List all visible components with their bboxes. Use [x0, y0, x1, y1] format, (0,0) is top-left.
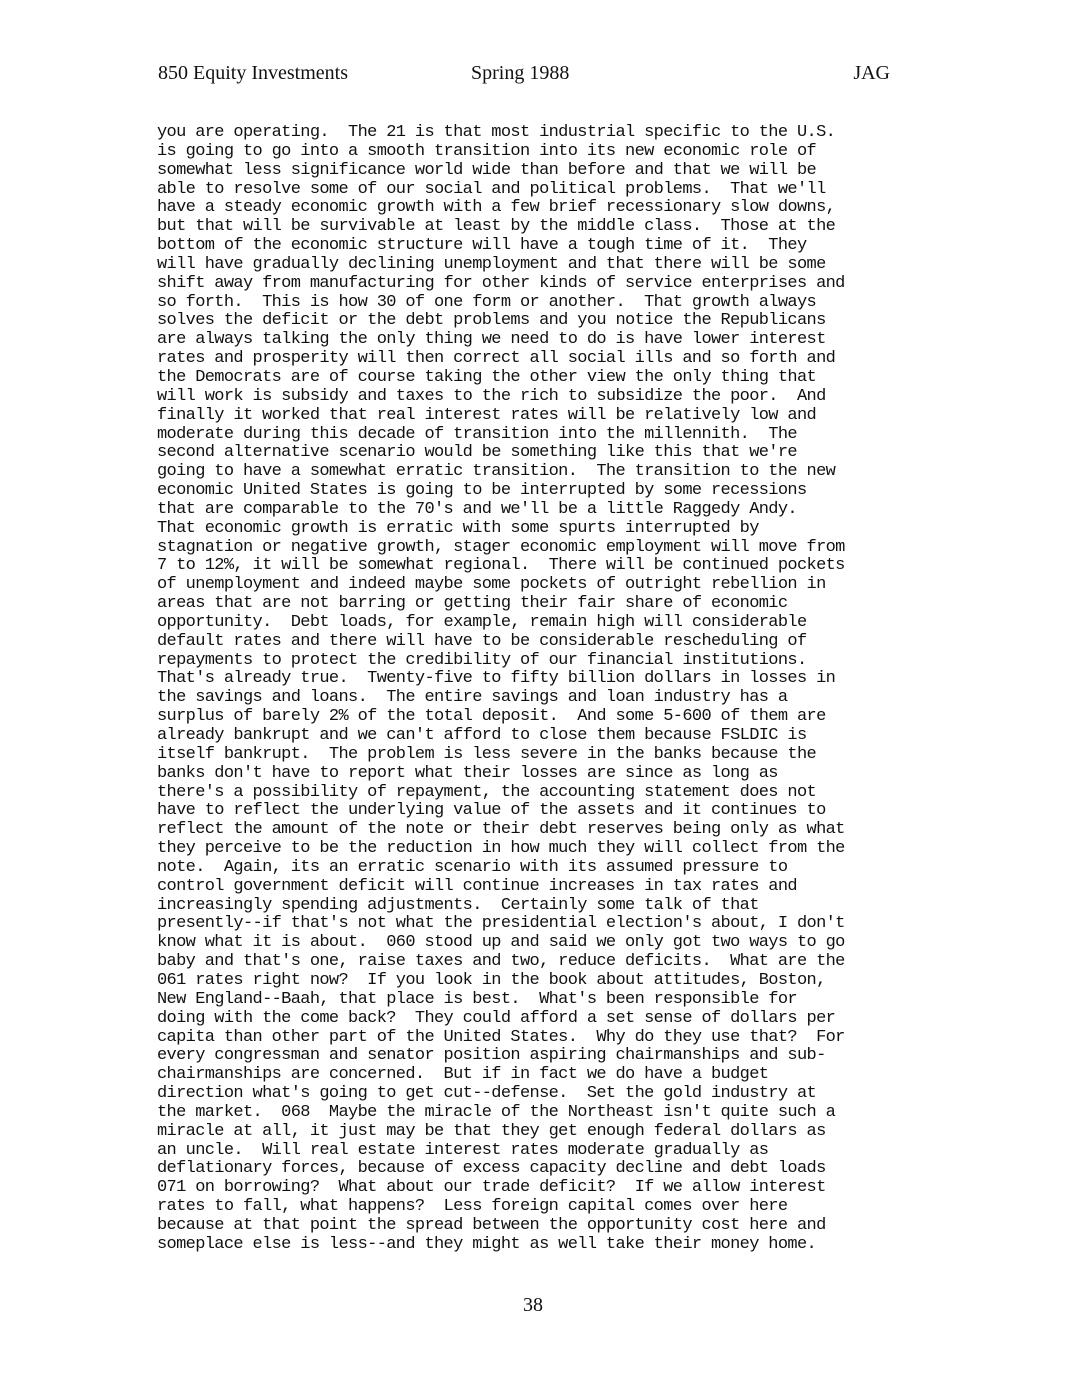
- text-line: shift away from manufacturing for other kinds of service enterprises and: [157, 273, 845, 293]
- text-line: solves the deficit or the debt problems and you notice the Republicans: [157, 311, 826, 331]
- text-line: presently--if that's not what the presidential election's about, I don't: [157, 914, 845, 934]
- author-initials: JAG: [853, 62, 890, 84]
- text-line: areas that are not barring or getting their fair share of economic: [157, 594, 788, 614]
- term-label: Spring 1988: [471, 62, 570, 84]
- text-line: will work is subsidy and taxes to the rich to subsidize the poor. And: [157, 386, 826, 406]
- text-line: capita than other part of the United States. Why do they use that? For: [157, 1027, 845, 1047]
- text-line: stagnation or negative growth, stager economic employment will move from: [157, 537, 845, 557]
- text-line: able to resolve some of our social and political problems. That we'll: [157, 179, 826, 199]
- text-line: already bankrupt and we can't afford to close them because FSLDIC is: [157, 726, 807, 745]
- text-line: going to have a somewhat erratic transition. The transition to the new: [157, 462, 836, 482]
- text-line: moderate during this decade of transition into the millennith. The: [157, 424, 797, 444]
- text-line: note. Again, its an erratic scenario with its assumed pressure to: [157, 857, 788, 877]
- text-line: bottom of the economic structure will have a tough time of it. They: [157, 236, 807, 256]
- text-line: are always talking the only thing we need to do is have lower interest: [157, 330, 826, 350]
- text-line: the savings and loans. The entire savings and loan industry has a: [157, 688, 788, 708]
- text-line: doing with the come back? They could afford a set sense of dollars per: [157, 1008, 836, 1028]
- text-line: will have gradually declining unemployment and that there will be some: [157, 254, 826, 274]
- text-line: finally it worked that real interest rates will be relatively low and: [157, 405, 817, 425]
- transcript-body: [157, 124, 917, 1255]
- text-line: you are operating. The 21 is that most industrial specific to the U.S.: [157, 123, 836, 142]
- text-line: rates to fall, what happens? Less foreign capital comes over here: [157, 1197, 788, 1217]
- text-line: miracle at all, it just may be that they get enough federal dollars as: [157, 1121, 826, 1141]
- text-line: every congressman and senator position aspiring chairmanships and sub-: [157, 1046, 826, 1066]
- text-line: so forth. This is how 30 of one form or another. That growth always: [157, 292, 817, 312]
- text-line: but that will be survivable at least by the middle class. Those at the: [157, 217, 836, 237]
- text-line: they perceive to be the reduction in how much they will collect from the: [157, 839, 845, 859]
- text-line: know what it is about. 060 stood up and said we only got two ways to go: [157, 933, 845, 953]
- text-line: have a steady economic growth with a few brief recessionary slow downs,: [157, 198, 836, 218]
- text-line: deflationary forces, because of excess capacity decline and debt loads: [157, 1159, 826, 1179]
- text-line: have to reflect the underlying value of the assets and it continues to: [157, 801, 826, 821]
- text-line: itself bankrupt. The problem is less severe in the banks because the: [157, 744, 817, 764]
- text-line: the Democrats are of course taking the other view the only thing that: [157, 367, 817, 387]
- text-line: 071 on borrowing? What about our trade deficit? If we allow interest: [157, 1178, 826, 1198]
- text-line: default rates and there will have to be considerable rescheduling of: [157, 631, 807, 651]
- text-line: That economic growth is erratic with some spurts interrupted by: [157, 518, 759, 538]
- text-line: control government deficit will continue increases in tax rates and: [157, 876, 797, 896]
- text-line: is going to go into a smooth transition into its new economic role of: [157, 141, 817, 161]
- text-line: somewhat less significance world wide than before and that we will be: [157, 160, 817, 180]
- text-line: banks don't have to report what their losses are since as long as: [157, 763, 778, 783]
- text-line: increasingly spending adjustments. Certainly some talk of that: [157, 895, 759, 915]
- page-number: 38: [523, 1294, 543, 1316]
- text-line: second alternative scenario would be something like this that we're: [157, 443, 797, 463]
- text-line: opportunity. Debt loads, for example, remain high will considerable: [157, 612, 807, 632]
- text-line: there's a possibility of repayment, the accounting statement does not: [157, 782, 817, 802]
- text-line: 7 to 12%, it will be somewhat regional. There will be continued pockets: [157, 556, 845, 576]
- text-line: repayments to protect the credibility of our financial institutions.: [157, 650, 807, 670]
- text-line: someplace else is less--and they might as well take their money home.: [157, 1234, 817, 1254]
- text-line: That's already true. Twenty-five to fifty billion dollars in losses in: [157, 669, 836, 689]
- text-line: baby and that's one, raise taxes and two, reduce deficits. What are the: [157, 952, 845, 972]
- text-line: the market. 068 Maybe the miracle of the Northeast isn't quite such a: [157, 1102, 836, 1122]
- page-header: [158, 62, 890, 90]
- text-line: surplus of barely 2% of the total deposit. And some 5-600 of them are: [157, 707, 826, 727]
- text-line: an uncle. Will real estate interest rates moderate gradually as: [157, 1140, 769, 1160]
- text-line: rates and prosperity will then correct all social ills and so forth and: [157, 349, 836, 369]
- text-line: 061 rates right now? If you look in the book about attitudes, Boston,: [157, 970, 826, 990]
- text-line: of unemployment and indeed maybe some pockets of outright rebellion in: [157, 575, 826, 595]
- text-line: chairmanships are concerned. But if in fact we do have a budget: [157, 1065, 769, 1085]
- text-line: direction what's going to get cut--defense. Set the gold industry at: [157, 1084, 817, 1104]
- course-title: 850 Equity Investments: [158, 62, 348, 84]
- text-line: that are comparable to the 70's and we'll be a little Raggedy Andy.: [157, 499, 797, 519]
- text-line: economic United States is going to be interrupted by some recessions: [157, 481, 807, 501]
- text-line: because at that point the spread between the opportunity cost here and: [157, 1215, 826, 1235]
- text-line: reflect the amount of the note or their debt reserves being only as what: [157, 820, 845, 840]
- text-line: New England--Baah, that place is best. What's been responsible for: [157, 989, 797, 1009]
